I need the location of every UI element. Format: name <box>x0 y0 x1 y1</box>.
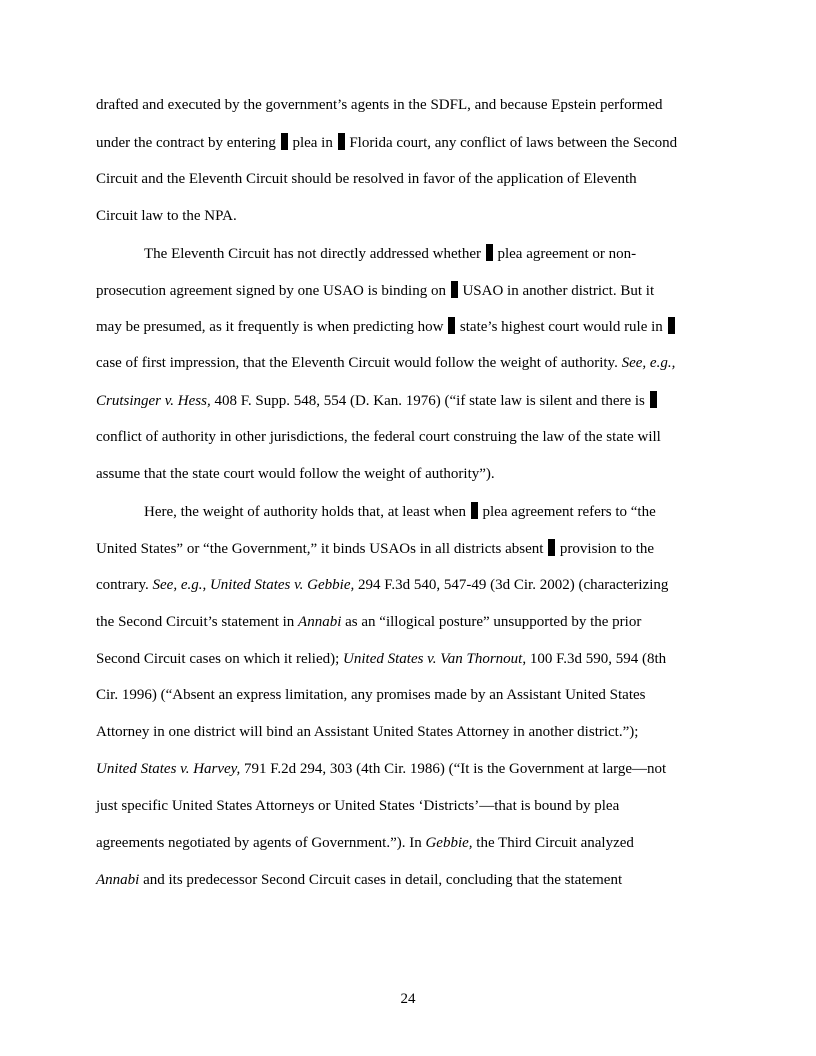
italic-citation: United States v. Van Thornout <box>343 650 523 667</box>
text-segment: assume that the state court would follow the weight of authority”). <box>96 466 495 482</box>
text-segment: 408 F. Supp. 548, 554 (D. Kan. 1976) (“if state law is silent and there is <box>210 393 649 410</box>
text-segment: under the contract by entering <box>96 134 280 151</box>
text-line <box>96 317 676 336</box>
text-line <box>96 650 666 668</box>
text-line <box>96 871 622 889</box>
text-segment: agreements negotiated by agents of Government.”). In <box>96 835 426 851</box>
redaction-bar <box>471 502 478 519</box>
italic-citation: Annabi <box>96 871 140 888</box>
text-segment: may be presumed, as it frequently is when predicting how <box>96 319 448 336</box>
redaction-bar <box>486 244 493 261</box>
text-line <box>96 96 662 114</box>
text-line <box>96 723 638 741</box>
text-segment: Circuit and the Eleventh Circuit should be resolved in favor of the application of Eleventh <box>96 170 637 187</box>
text-segment: conflict of authority in other jurisdictions, the federal court construing the law of the state will <box>96 429 661 446</box>
text-segment: as an “illogical posture” unsupported by the prior <box>341 613 642 630</box>
text-line <box>96 834 634 852</box>
text-segment: contrary. <box>96 576 153 593</box>
text-segment: provision to the <box>556 540 655 557</box>
text-segment: USAO in another district. But it <box>458 282 655 299</box>
text-line <box>96 760 666 778</box>
text-segment: Second Circuit cases on which it relied); <box>96 650 344 667</box>
text-line <box>144 502 656 521</box>
text-line <box>96 207 237 225</box>
text-segment: just specific United States Attorneys or United States ‘Districts’—that is bound by plea <box>96 798 620 815</box>
text-segment: the Second Circuit’s statement in <box>96 613 299 630</box>
text-segment: plea agreement or non- <box>493 245 637 262</box>
text-line <box>144 244 636 263</box>
redaction-bar <box>281 133 288 150</box>
italic-citation: See, e.g., United States v. Gebbie, <box>152 576 355 593</box>
italic-citation: See, e.g., <box>621 355 676 372</box>
text-line <box>96 354 675 372</box>
text-segment: prosecution agreement signed by one USAO is binding on <box>96 282 450 299</box>
redaction-bar <box>338 133 345 150</box>
text-line <box>96 686 646 704</box>
text-segment: drafted and executed by the government’s agents in the SDFL, and because Epstein performed <box>96 97 663 113</box>
text-segment: plea in <box>288 134 337 151</box>
text-segment: The Eleventh Circuit has not directly addressed whether <box>144 245 485 262</box>
text-segment: the Third Circuit analyzed <box>472 835 634 851</box>
text-segment: Florida court, any conflict of laws between the Second <box>345 134 678 151</box>
text-segment: plea agreement refers to “the <box>478 503 656 520</box>
text-line <box>96 465 495 483</box>
text-segment: 791 F.2d 294, 303 (4th Cir. 1986) (“It is the Government at large—not <box>240 761 667 778</box>
italic-citation: Annabi <box>298 613 342 630</box>
redaction-bar <box>548 539 555 556</box>
text-segment: case of first impression, that the Eleventh Circuit would follow the weight of authority. <box>96 355 622 372</box>
text-line <box>96 428 661 446</box>
text-segment: 294 F.3d 540, 547-49 (3d Cir. 2002) (characterizing <box>354 576 669 593</box>
text-line <box>96 576 668 594</box>
italic-citation: Gebbie, <box>425 835 473 851</box>
text-segment: and its predecessor Second Circuit cases in detail, concluding that the statement <box>139 871 623 888</box>
italic-citation: Crutsinger v. Hess, <box>96 393 211 410</box>
text-segment: Attorney in one district will bind an Assistant United States Attorney in another district.”); <box>96 724 639 741</box>
text-segment: Here, the weight of authority holds that, at least when <box>144 503 470 520</box>
redaction-bar <box>448 317 455 334</box>
text-segment: United States” or “the Government,” it binds USAOs in all districts absent <box>96 540 548 557</box>
text-segment: Circuit law to the NPA. <box>96 207 237 224</box>
text-line <box>96 133 677 152</box>
text-segment: Cir. 1996) (“Absent an express limitation, any promises made by an Assistant United States <box>96 687 646 704</box>
redaction-bar <box>668 317 675 334</box>
text-line <box>96 539 654 558</box>
text-segment: state’s highest court would rule in <box>456 319 667 336</box>
page-number: 24 <box>400 991 416 1007</box>
text-line <box>96 797 619 815</box>
redaction-bar <box>451 281 458 298</box>
italic-citation: United States v. Harvey, <box>96 761 241 778</box>
text-line <box>96 281 654 300</box>
redaction-bar <box>650 391 657 408</box>
text-line <box>96 170 637 188</box>
text-segment: , 100 F.3d 590, 594 (8th <box>522 650 667 667</box>
text-line <box>96 613 641 631</box>
text-line <box>96 391 658 410</box>
